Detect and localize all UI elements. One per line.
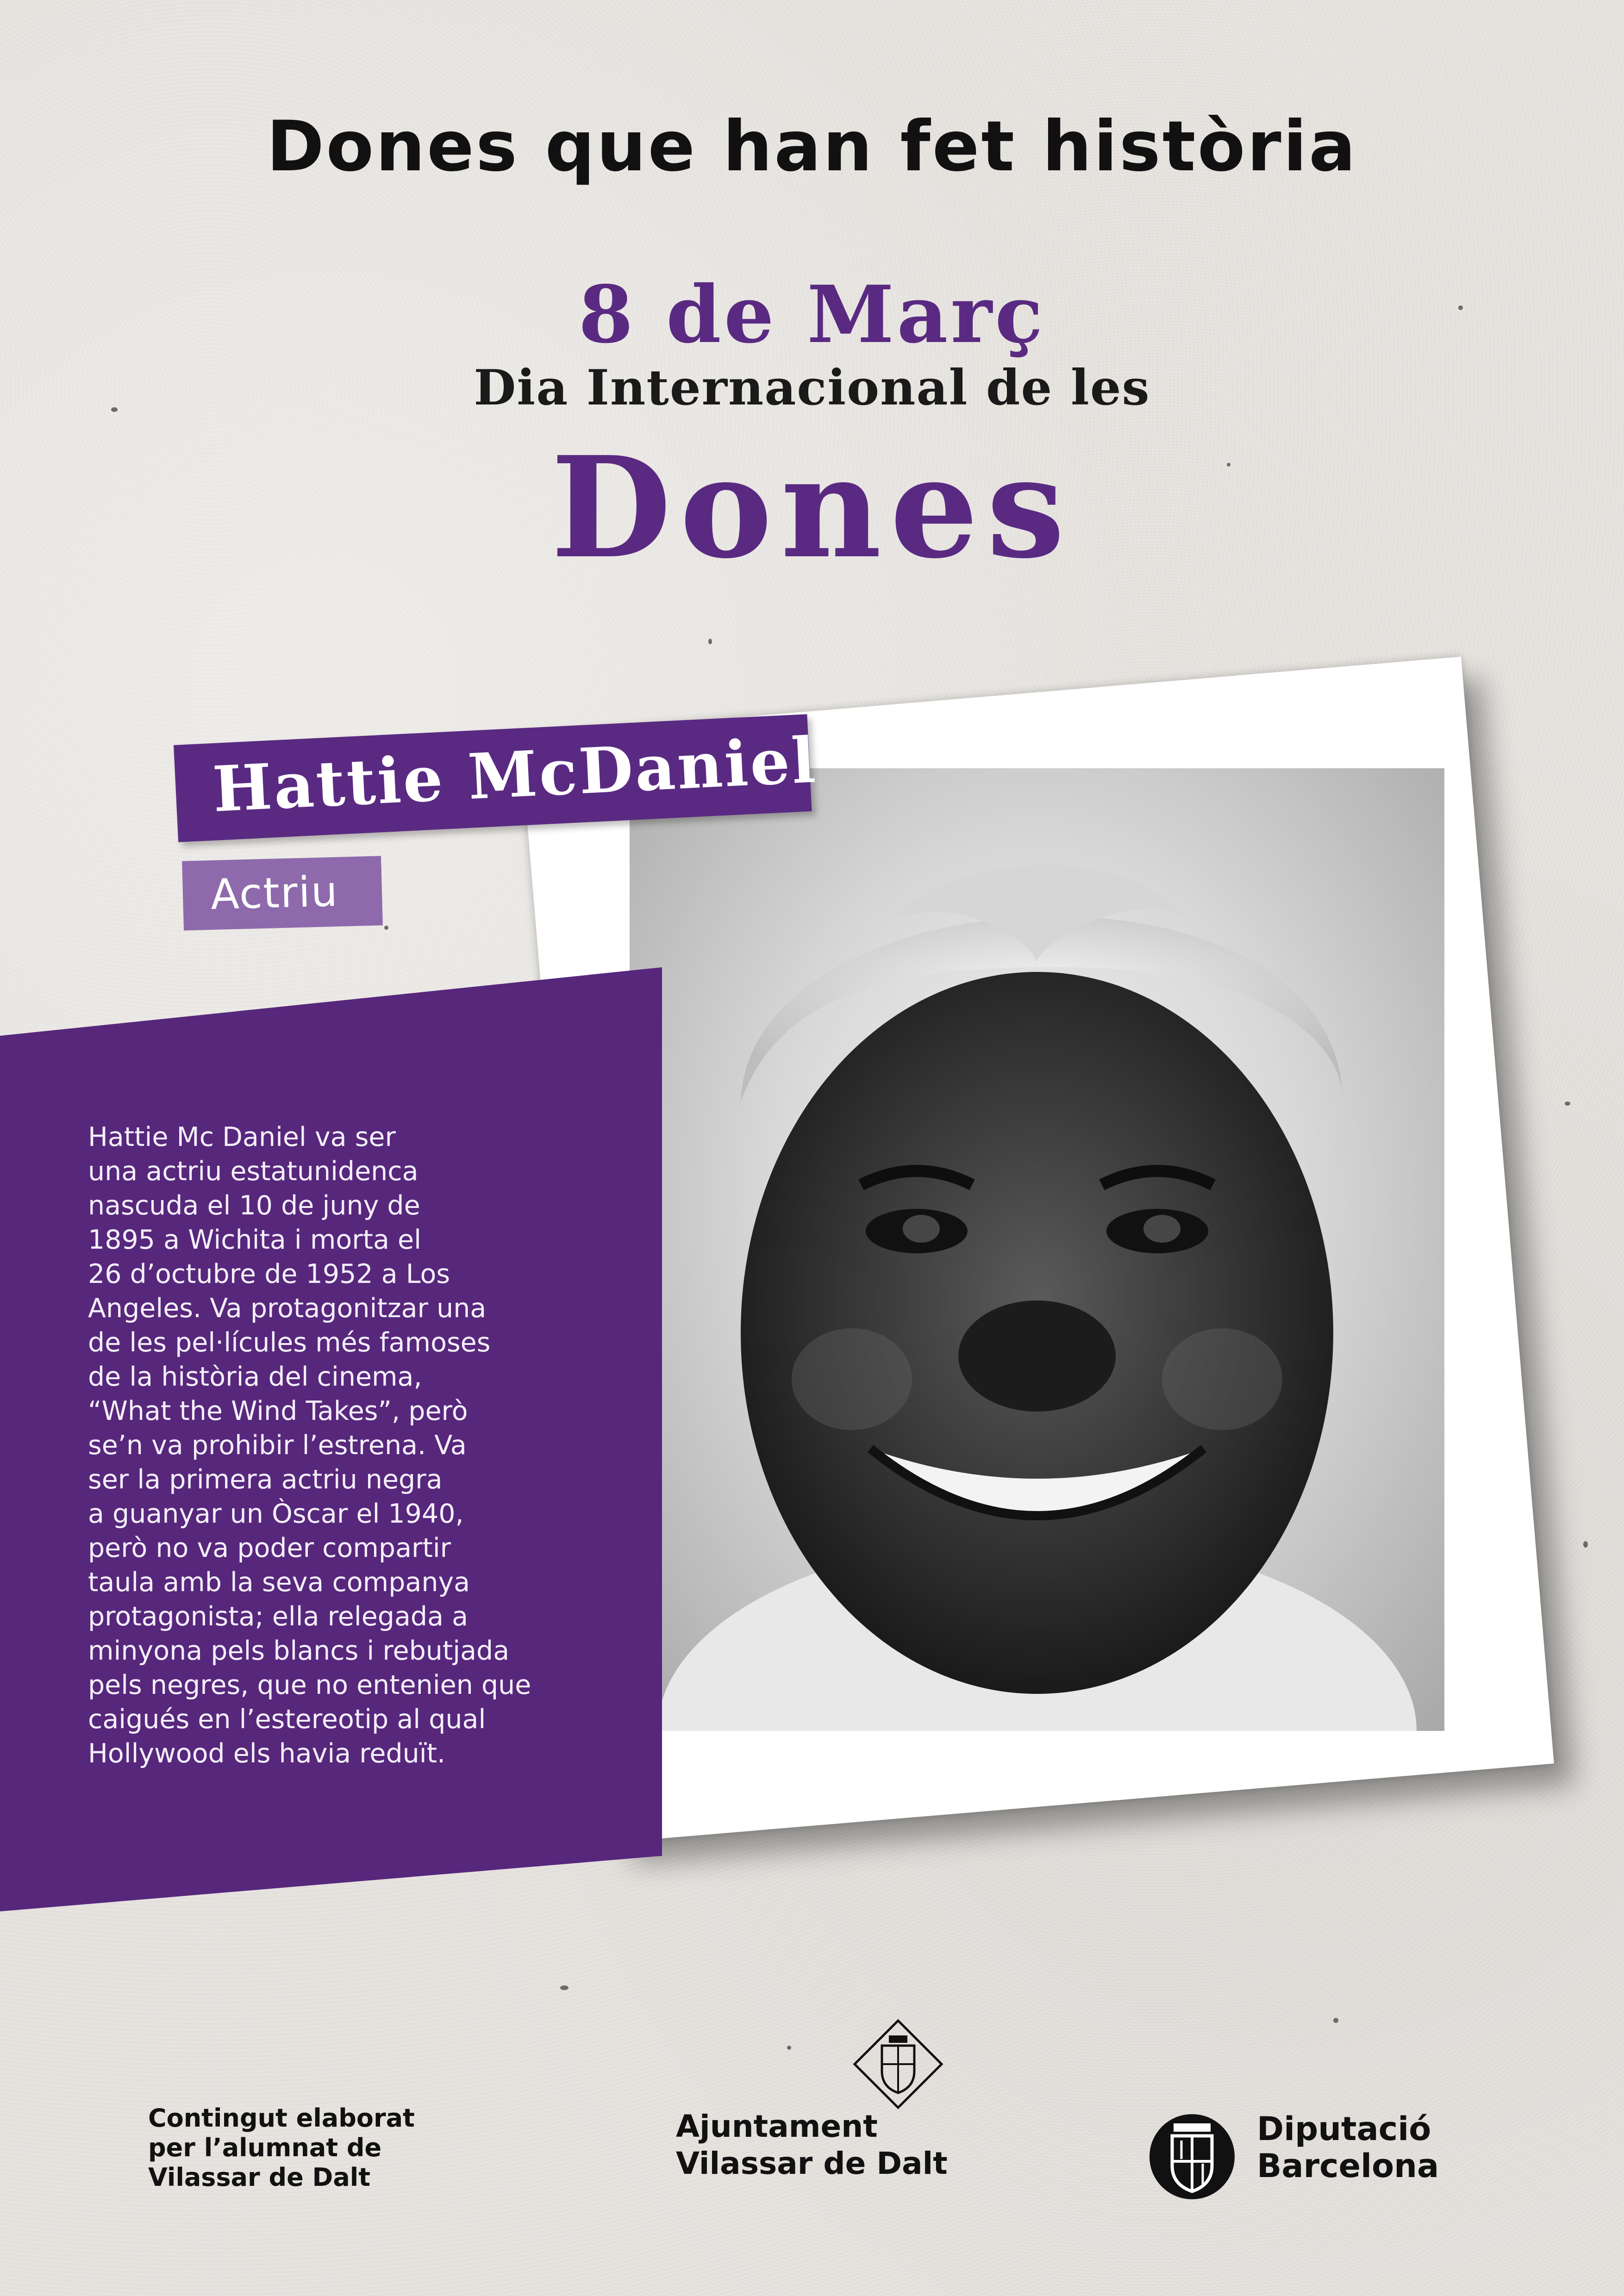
municipal-shield-icon — [852, 2018, 944, 2110]
photo-frame — [520, 657, 1554, 1842]
ajuntament-name: Ajuntament Vilassar de Dalt — [676, 2109, 948, 2181]
role-label — [182, 856, 383, 930]
event-name: Dia Internacional de les — [474, 359, 1150, 416]
credit-text: Contingut elaborat per l’alumnat de Vilassar de Dalt — [148, 2103, 415, 2192]
event-date: 8 de Març — [578, 268, 1046, 361]
diputacio-crest-icon — [1148, 2097, 1268, 2217]
paper-speck — [1565, 1101, 1570, 1106]
event-name-highlight: Dones — [550, 426, 1074, 589]
paper-speck — [1583, 1541, 1588, 1548]
page-title: Dones que han fet història — [266, 106, 1358, 187]
paper-speck — [560, 1985, 568, 1990]
paper-speck — [384, 926, 388, 930]
portrait-illustration — [630, 768, 1444, 1731]
biography-text: Hattie Mc Daniel va ser una actriu estatunidenca nascuda el 10 de juny de 1895 a Wichita i morta el 26 d’octubre de 1952 a Los Angeles. Va protagonitzar una de les pel·lícules més famoses de la història del cinema, “What the Wind Takes”, però se’n va prohibir l’estrena. Va ser la primera actriu negra a guanyar un Òscar el 1940, però no va poder compartir taula amb la seva companya protagonista; ella relegada a minyona pels blancs i rebutjada pels negres, que no entenien que caigués en l’estereotip al qual Hollywood els havia reduït. — [88, 1122, 531, 1769]
portrait-photo — [630, 768, 1444, 1731]
paper-speck — [1333, 2018, 1338, 2023]
person-name: Hattie McDaniel — [211, 723, 819, 826]
paper-speck — [787, 2046, 791, 2050]
diputacio-name: Diputació Barcelona — [1257, 2110, 1439, 2185]
person-role: Actriu — [210, 867, 339, 920]
paper-speck — [708, 639, 712, 644]
